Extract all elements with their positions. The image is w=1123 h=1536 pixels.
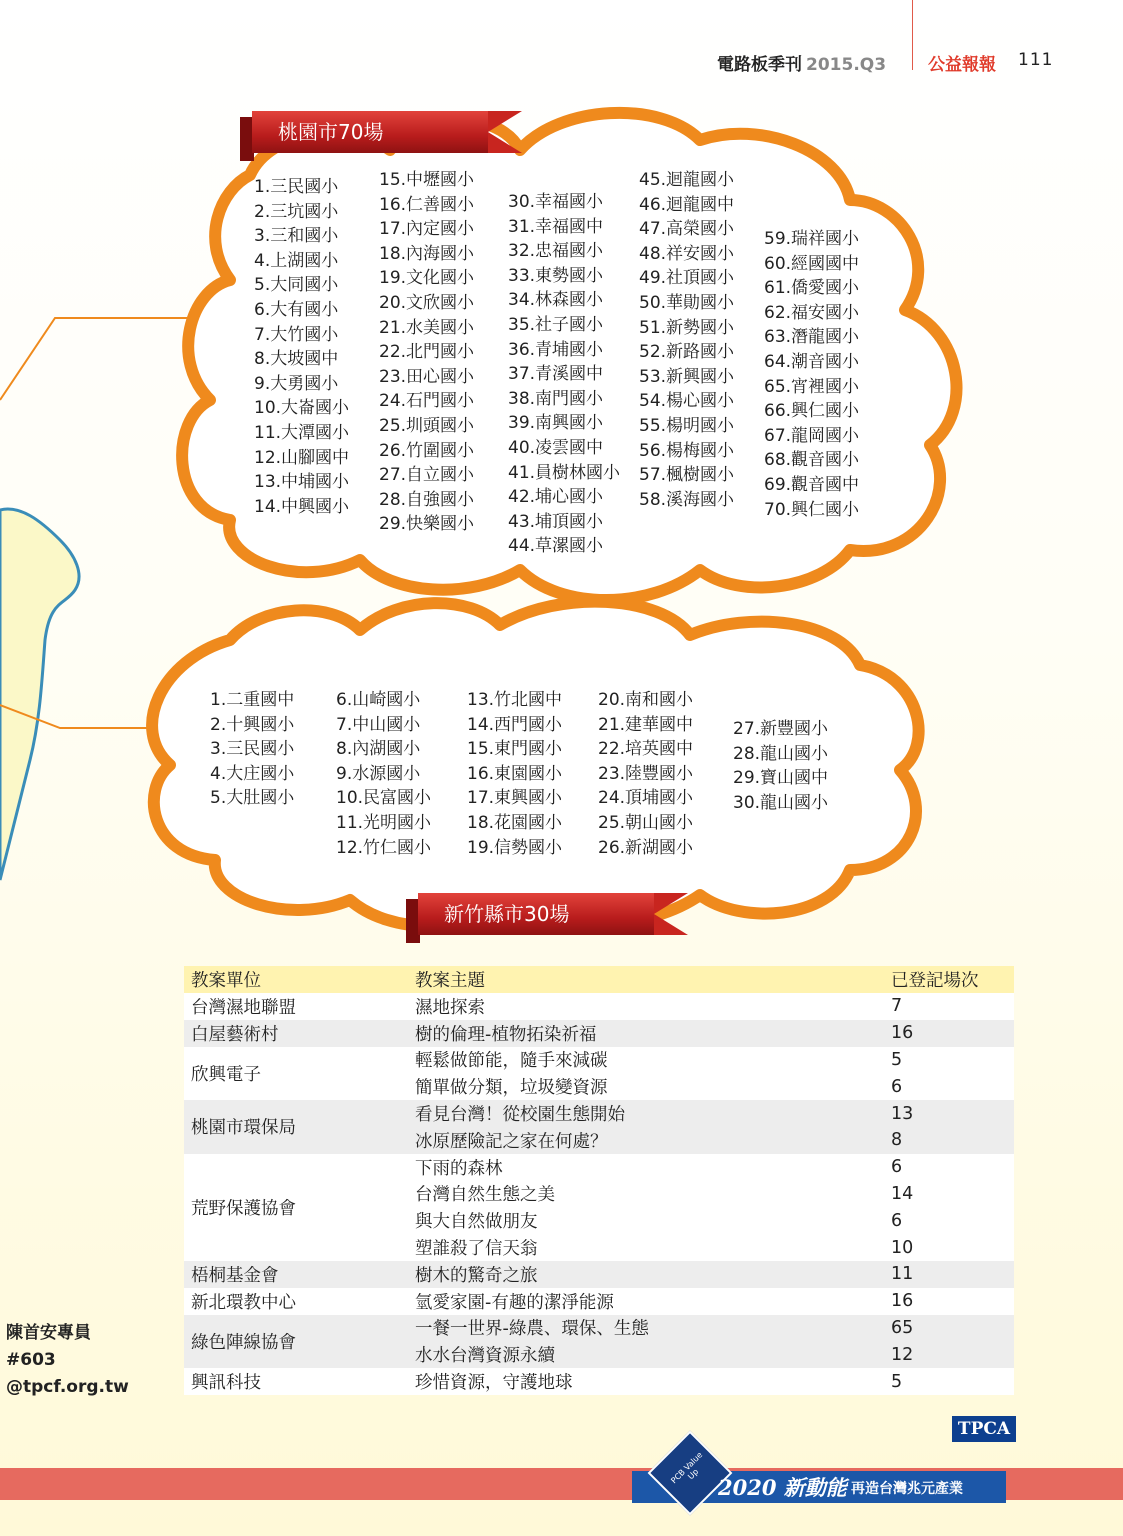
leader-line-taoyuan xyxy=(0,318,210,400)
table-row xyxy=(184,1288,1014,1315)
school-item: 26.竹圍國小 xyxy=(379,440,475,461)
school-item: 3.三民國小 xyxy=(210,739,295,760)
school-item: 59.瑞祥國小 xyxy=(764,229,860,249)
school-item: 13.竹北國中 xyxy=(467,690,563,710)
school-item: 26.新湖國小 xyxy=(598,837,694,858)
cell-topic: 台灣自然生態之美 xyxy=(408,1181,884,1208)
school-item: 8.大坡國中 xyxy=(254,349,339,370)
school-item: 9.大勇國小 xyxy=(254,373,339,394)
taoyuan-col-4 xyxy=(639,168,734,512)
cell-topic: 塑誰殺了信天翁 xyxy=(408,1234,884,1261)
page-number: 111 xyxy=(1018,50,1054,70)
taoyuan-title: 桃園市70場 xyxy=(278,120,384,144)
school-item: 4.大庄國小 xyxy=(210,763,295,784)
cell-topic: 下雨的森林 xyxy=(408,1154,884,1181)
header-count: 已登記場次 xyxy=(884,966,1014,993)
school-item: 44.草漯國小 xyxy=(508,536,604,557)
school-item: 37.青溪國中 xyxy=(508,364,604,385)
cell-topic: 簡單做分類，垃圾變資源 xyxy=(408,1073,884,1100)
cell-topic: 與大自然做朋友 xyxy=(408,1207,884,1234)
hsinchu-col-5 xyxy=(733,717,828,815)
school-item: 3.三和國小 xyxy=(254,226,339,247)
table-body xyxy=(184,993,1014,1395)
school-item: 7.大竹國小 xyxy=(254,324,339,345)
cell-topic: 看見台灣！從校園生態開始 xyxy=(408,1100,884,1127)
contact-ext: #603 xyxy=(6,1350,56,1370)
table-header-row xyxy=(184,966,1014,993)
school-item: 20.南和國小 xyxy=(598,690,694,710)
cell-topic: 水水台灣資源永續 xyxy=(408,1341,884,1368)
table-row xyxy=(184,1261,1014,1288)
school-item: 2.十興國小 xyxy=(210,714,295,735)
taoyuan-col-5 xyxy=(764,227,859,522)
cell-count: 6 xyxy=(884,1073,1014,1100)
cell-count: 7 xyxy=(884,993,1014,1020)
school-item: 63.潛龍國小 xyxy=(764,327,860,348)
school-item: 30.幸福國小 xyxy=(508,192,604,212)
school-item: 16.東園國小 xyxy=(467,763,563,784)
school-item: 43.埔頂國小 xyxy=(508,511,604,532)
school-item: 17.內定國小 xyxy=(379,219,475,240)
table-row xyxy=(184,1020,1014,1047)
taoyuan-col-3 xyxy=(508,190,620,559)
school-item: 15.東門國小 xyxy=(467,739,563,760)
cell-unit: 台灣濕地聯盟 xyxy=(184,993,408,1020)
cell-count: 6 xyxy=(884,1154,1014,1181)
school-item: 9.水源國小 xyxy=(336,763,421,784)
cell-count: 16 xyxy=(884,1288,1014,1315)
taoyuan-col-2 xyxy=(379,168,474,537)
taoyuan-col-1 xyxy=(254,175,349,519)
badge-text: PCB Value Up xyxy=(669,1450,705,1486)
school-item: 21.水美國小 xyxy=(379,317,475,338)
hsinchu-col-2 xyxy=(336,688,431,860)
cell-count: 5 xyxy=(884,1047,1014,1074)
contact-name: 陳首安專員 xyxy=(6,1323,91,1343)
section-title: 公益報報 xyxy=(928,55,996,75)
lesson-plan-table xyxy=(184,966,1014,1395)
school-item: 40.凌雲國中 xyxy=(508,437,604,458)
school-item: 2.三坑國小 xyxy=(254,201,339,222)
school-item: 14.中興國小 xyxy=(254,496,350,517)
school-item: 5.大同國小 xyxy=(254,275,339,296)
school-item: 16.仁善國小 xyxy=(379,194,475,215)
school-item: 13.中埔國小 xyxy=(254,472,350,493)
school-item: 70.興仁國小 xyxy=(764,499,860,520)
school-item: 1.三民國小 xyxy=(254,177,339,197)
school-item: 45.迴龍國小 xyxy=(639,170,735,190)
school-item: 48.祥安國小 xyxy=(639,243,735,264)
table-row xyxy=(184,1100,1014,1127)
hsinchu-title: 新竹縣市30場 xyxy=(444,902,570,926)
table-row xyxy=(184,1315,1014,1342)
school-item: 35.社子國小 xyxy=(508,314,604,335)
school-item: 14.西門國小 xyxy=(467,714,563,735)
school-item: 24.石門國小 xyxy=(379,391,475,412)
slogan-sub: 再造台灣兆元產業 xyxy=(851,1481,963,1497)
school-item: 68.觀音國小 xyxy=(764,450,860,471)
school-item: 24.頂埔國小 xyxy=(598,788,694,809)
school-item: 56.楊梅國小 xyxy=(639,440,735,461)
school-item: 33.東勢國小 xyxy=(508,265,604,286)
school-item: 31.幸福國中 xyxy=(508,216,604,237)
school-item: 12.山腳國中 xyxy=(254,447,350,468)
school-item: 49.社頂國小 xyxy=(639,268,735,289)
cell-topic: 氫愛家園-有趣的潔淨能源 xyxy=(408,1288,884,1315)
school-item: 51.新勢國小 xyxy=(639,317,735,338)
school-item: 22.北門國小 xyxy=(379,342,475,363)
school-item: 20.文欣國小 xyxy=(379,292,475,313)
school-item: 18.內海國小 xyxy=(379,243,475,264)
cell-unit: 新北環教中心 xyxy=(184,1288,408,1315)
school-item: 27.自立國小 xyxy=(379,465,475,486)
school-item: 18.花園國小 xyxy=(467,812,563,833)
school-item: 66.興仁國小 xyxy=(764,401,860,422)
school-item: 17.東興國小 xyxy=(467,788,563,809)
table-row xyxy=(184,1047,1014,1074)
school-item: 28.自強國小 xyxy=(379,489,475,510)
school-item: 19.信勢國小 xyxy=(467,837,563,858)
school-item: 46.迴龍國中 xyxy=(639,194,735,215)
school-item: 61.僑愛國小 xyxy=(764,278,860,299)
cell-count: 6 xyxy=(884,1207,1014,1234)
school-item: 32.忠福國小 xyxy=(508,241,604,262)
school-item: 4.上湖國小 xyxy=(254,250,339,271)
school-item: 34.林森國小 xyxy=(508,290,604,311)
school-item: 55.楊明國小 xyxy=(639,415,735,436)
cell-unit: 欣興電子 xyxy=(184,1047,408,1101)
school-item: 62.福安國小 xyxy=(764,302,860,323)
school-item: 5.大肚國小 xyxy=(210,788,295,809)
school-item: 6.大有國小 xyxy=(254,299,339,320)
school-item: 60.經國國中 xyxy=(764,253,860,274)
school-item: 65.宵裡國小 xyxy=(764,376,860,397)
cell-unit: 綠色陣線協會 xyxy=(184,1315,408,1369)
school-item: 36.青埔國小 xyxy=(508,339,604,360)
school-item: 53.新興國小 xyxy=(639,366,735,387)
cell-unit: 興訊科技 xyxy=(184,1368,408,1395)
school-item: 39.南興國小 xyxy=(508,413,604,434)
school-item: 38.南門國小 xyxy=(508,388,604,409)
cell-count: 14 xyxy=(884,1181,1014,1208)
cell-topic: 一餐一世界-綠農、環保、生態 xyxy=(408,1315,884,1342)
tpca-logo: TPCA xyxy=(952,1416,1016,1442)
school-item: 29.寶山國中 xyxy=(733,768,829,789)
cell-topic: 冰原歷險記之家在何處？ xyxy=(408,1127,884,1154)
header-topic: 教案主題 xyxy=(408,966,884,993)
school-item: 52.新路國小 xyxy=(639,342,735,363)
cell-count: 13 xyxy=(884,1100,1014,1127)
school-item: 67.龍岡國小 xyxy=(764,425,860,446)
school-item: 57.楓樹國小 xyxy=(639,465,735,486)
school-item: 29.快樂國小 xyxy=(379,514,475,535)
school-item: 28.龍山國小 xyxy=(733,743,829,764)
table-row xyxy=(184,1368,1014,1395)
school-item: 42.埔心國小 xyxy=(508,487,604,508)
school-item: 30.龍山國小 xyxy=(733,792,829,813)
school-item: 8.內湖國小 xyxy=(336,739,421,760)
contact-block xyxy=(6,1320,129,1401)
table-row xyxy=(184,1154,1014,1181)
cell-topic: 輕鬆做節能，隨手來減碳 xyxy=(408,1047,884,1074)
school-item: 10.民富國小 xyxy=(336,788,432,809)
school-item: 58.溪海國小 xyxy=(639,489,735,510)
cell-unit: 荒野保護協會 xyxy=(184,1154,408,1261)
school-item: 11.光明國小 xyxy=(336,812,432,833)
school-item: 25.圳頭國小 xyxy=(379,415,475,436)
school-item: 19.文化國小 xyxy=(379,268,475,289)
school-item: 23.田心國小 xyxy=(379,366,475,387)
cell-topic: 樹的倫理-植物拓染祈福 xyxy=(408,1020,884,1047)
school-item: 21.建華國中 xyxy=(598,714,694,735)
school-item: 15.中壢國小 xyxy=(379,170,475,190)
cell-count: 5 xyxy=(884,1368,1014,1395)
school-item: 23.陸豐國小 xyxy=(598,763,694,784)
school-item: 25.朝山國小 xyxy=(598,812,694,833)
school-item: 50.華勛國小 xyxy=(639,292,735,313)
cell-count: 16 xyxy=(884,1020,1014,1047)
school-item: 10.大崙國小 xyxy=(254,398,350,419)
school-item: 27.新豐國小 xyxy=(733,719,829,739)
school-item: 12.竹仁國小 xyxy=(336,837,432,858)
cell-count: 10 xyxy=(884,1234,1014,1261)
school-item: 22.培英國中 xyxy=(598,739,694,760)
school-item: 6.山崎國小 xyxy=(336,690,421,710)
cell-count: 12 xyxy=(884,1341,1014,1368)
school-item: 7.中山國小 xyxy=(336,714,421,735)
hsinchu-col-3 xyxy=(467,688,562,860)
school-item: 54.楊心國小 xyxy=(639,391,735,412)
hsinchu-col-1 xyxy=(210,688,294,811)
hsinchu-col-4 xyxy=(598,688,693,860)
cell-topic: 珍惜資源，守護地球 xyxy=(408,1368,884,1395)
school-item: 47.高榮國小 xyxy=(639,219,735,240)
cell-count: 11 xyxy=(884,1261,1014,1288)
cell-topic: 濕地探索 xyxy=(408,993,884,1020)
slogan-main: 2020 新動能 xyxy=(718,1475,847,1500)
cell-unit: 梧桐基金會 xyxy=(184,1261,408,1288)
school-item: 64.潮音國小 xyxy=(764,351,860,372)
school-item: 1.二重國中 xyxy=(210,690,295,710)
magazine-name: 電路板季刊 xyxy=(717,55,802,75)
taoyuan-ribbon xyxy=(252,111,488,153)
school-item: 69.觀音國中 xyxy=(764,474,860,495)
cell-unit: 桃園市環保局 xyxy=(184,1100,408,1154)
school-item: 11.大潭國小 xyxy=(254,422,350,443)
magazine-issue: 2015.Q3 xyxy=(806,55,887,75)
contact-email[interactable]: @tpcf.org.tw xyxy=(6,1377,129,1397)
table-row xyxy=(184,993,1014,1020)
cell-unit: 白屋藝術村 xyxy=(184,1020,408,1047)
header-unit: 教案單位 xyxy=(184,966,408,993)
taiwan-map-shape xyxy=(0,509,79,880)
hsinchu-ribbon xyxy=(418,893,654,935)
cell-count: 65 xyxy=(884,1315,1014,1342)
school-item: 41.員樹林國小 xyxy=(508,462,621,483)
cell-topic: 樹木的驚奇之旅 xyxy=(408,1261,884,1288)
cell-count: 8 xyxy=(884,1127,1014,1154)
